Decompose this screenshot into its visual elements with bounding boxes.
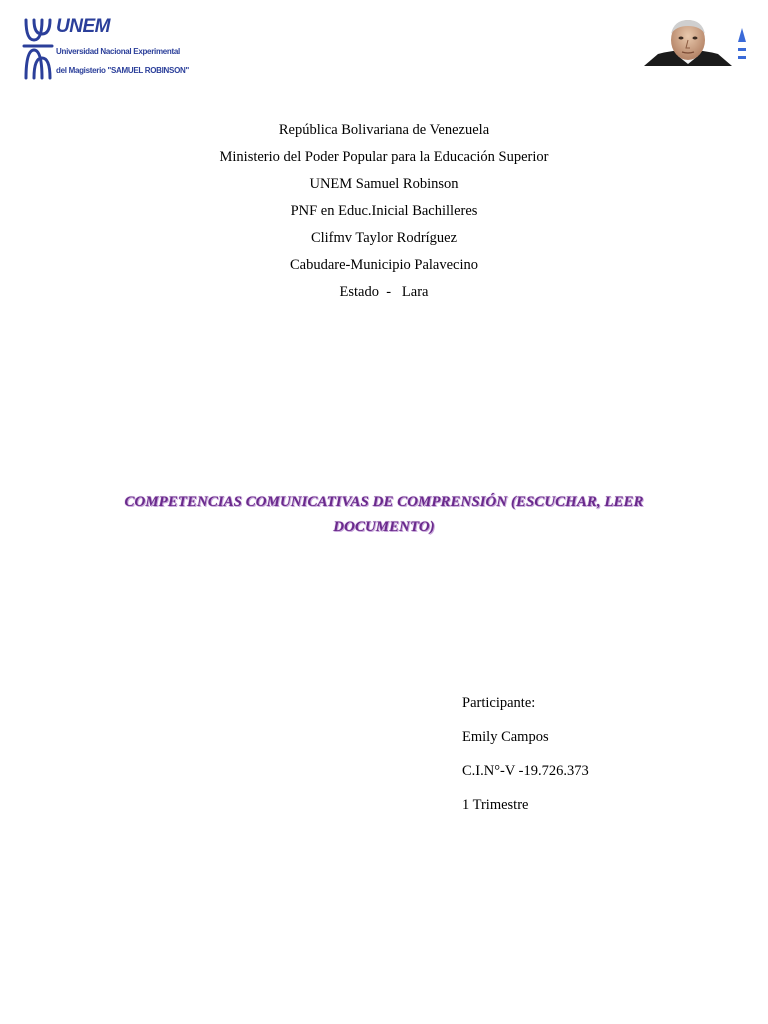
document-title-line1: COMPETENCIAS COMUNICATIVAS DE COMPRENSIÓN (ESCUCHAR, LEER bbox=[124, 494, 644, 510]
side-decoration bbox=[736, 26, 748, 66]
header-line-municipality: Cabudare-Municipio Palavecino bbox=[289, 257, 479, 273]
logo-subtitle-line1: Universidad Nacional Experimental bbox=[56, 47, 180, 56]
document-title-line2: DOCUMENTO) bbox=[333, 519, 435, 535]
header-line-university: UNEM Samuel Robinson bbox=[309, 176, 459, 192]
header-line-state: Estado - Lara bbox=[339, 284, 429, 300]
participant-name: Emily Campos bbox=[462, 729, 549, 745]
logo-subtitle-line2: del Magisterio "SAMUEL ROBINSON" bbox=[56, 66, 189, 75]
header-line-site: Clifmv Taylor Rodríguez bbox=[310, 230, 458, 246]
header-line-country: República Bolivariana de Venezuela bbox=[278, 122, 490, 138]
unem-logo bbox=[22, 14, 189, 84]
participant-term: 1 Trimestre bbox=[462, 797, 529, 813]
logo-title: UNEM bbox=[56, 16, 110, 37]
document-title bbox=[100, 490, 668, 540]
institution-header bbox=[0, 117, 768, 306]
header-line-program: PNF en Educ.Inicial Bachilleres bbox=[290, 203, 478, 219]
participant-id: C.I.N°-V -19.726.373 bbox=[462, 763, 589, 779]
unem-logo-icon bbox=[22, 14, 56, 82]
header-line-ministry: Ministerio del Poder Popular para la Educación Superior bbox=[219, 149, 549, 165]
portrait-icon bbox=[644, 18, 732, 66]
participant-block bbox=[462, 686, 589, 822]
participant-label: Participante: bbox=[462, 695, 536, 711]
